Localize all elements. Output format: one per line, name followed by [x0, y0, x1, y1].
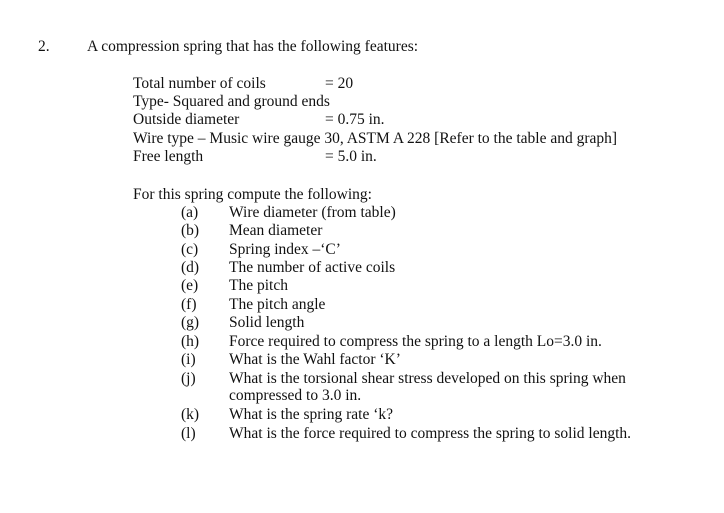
question-label: (l)	[181, 425, 196, 442]
spec-outside-diameter-label: Outside diameter	[133, 111, 240, 128]
question-text: Spring index –‘C’	[229, 241, 341, 258]
spec-free-length-label: Free length	[133, 148, 204, 165]
question-text: Force required to compress the spring to a length Lo=3.0 in.	[229, 333, 602, 350]
spec-total-coils-label: Total number of coils	[133, 75, 266, 92]
question-label: (i)	[181, 351, 196, 368]
question-text: What is the Wahl factor ‘K’	[229, 351, 401, 368]
question-label: (b)	[181, 222, 200, 239]
question-label: (a)	[181, 204, 199, 221]
question-text: The number of active coils	[229, 259, 396, 276]
spec-free-length-value: = 5.0 in.	[325, 148, 377, 165]
question-label: (h)	[181, 333, 200, 350]
question-text-continued: compressed to 3.0 in.	[229, 387, 362, 404]
question-text: Mean diameter	[229, 222, 323, 239]
question-label: (k)	[181, 406, 200, 423]
question-label: (c)	[181, 241, 199, 258]
problem-statement: A compression spring that has the following features:	[87, 38, 419, 55]
question-text: What is the torsional shear stress developed on this spring when	[229, 370, 626, 387]
spec-type-label: Type- Squared and ground ends	[133, 93, 330, 110]
question-label: (e)	[181, 277, 199, 294]
question-text: Wire diameter (from table)	[229, 204, 396, 221]
question-label: (g)	[181, 314, 200, 331]
question-label: (d)	[181, 259, 200, 276]
spec-total-coils-value: = 20	[325, 75, 354, 92]
question-label: (j)	[181, 370, 196, 387]
compute-intro: For this spring compute the following:	[133, 186, 372, 203]
question-text: The pitch	[229, 277, 288, 294]
spec-outside-diameter-value: = 0.75 in.	[325, 111, 385, 128]
spec-wire-type-label: Wire type – Music wire gauge 30, ASTM A 228 [Refer to the table and graph]	[133, 130, 618, 147]
question-text: Solid length	[229, 314, 305, 331]
question-text: The pitch angle	[229, 296, 326, 313]
problem-number: 2.	[38, 38, 50, 55]
question-label: (f)	[181, 296, 197, 313]
question-text: What is the force required to compress the spring to solid length.	[229, 425, 632, 442]
question-text: What is the spring rate ‘k?	[229, 406, 393, 423]
